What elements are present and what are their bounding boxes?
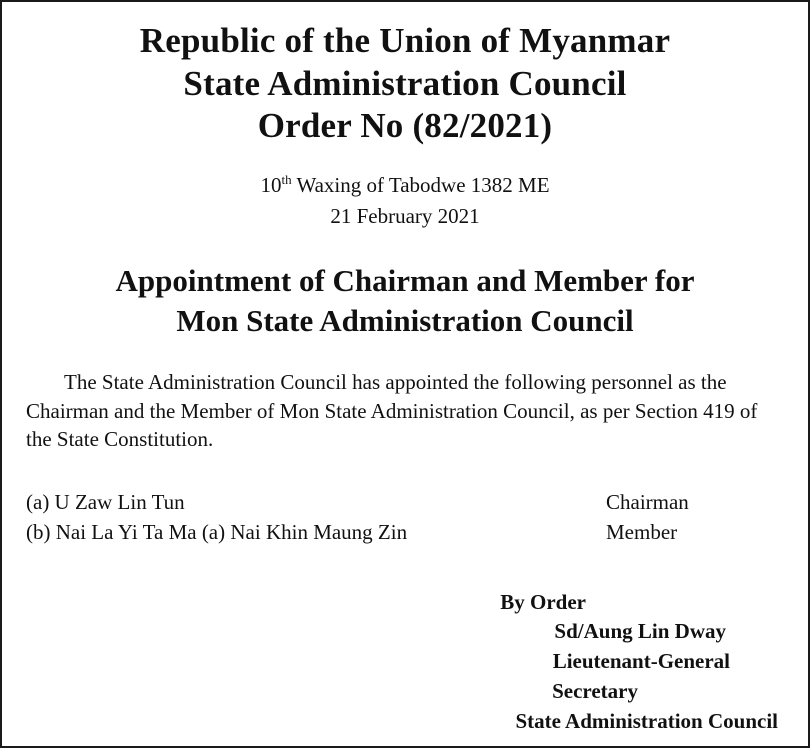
date-myanmar-era-rest: Waxing of Tabodwe 1382 ME [291, 173, 550, 198]
document-subject [26, 261, 784, 340]
list-item [26, 488, 784, 518]
header-line-order-number: Order No (82/2021) [257, 106, 553, 146]
body-paragraph: The State Administration Council has appointed the following personnel as the Chairman and the Member of Mon State Administration Council, as per Section 419 of the State Constitution. [26, 370, 758, 452]
date-myanmar-era-day: 10 [260, 173, 282, 198]
appointee-role: Chairman [606, 489, 689, 514]
document-body [26, 368, 784, 454]
list-item [26, 518, 784, 548]
signature-title: Secretary [552, 678, 638, 703]
appointee-role: Member [606, 519, 678, 544]
date-gregorian: 21 February 2021 [330, 203, 480, 228]
date-myanmar-era-ordinal: th [281, 172, 292, 188]
signature-by-order: By Order [500, 589, 586, 614]
subject-line-2: Mon State Administration Council [176, 302, 634, 338]
appointee-name: (a) U Zaw Lin Tun [26, 489, 185, 514]
header-line-country: Republic of the Union of Myanmar [139, 21, 671, 60]
signature-name: Sd/Aung Lin Dway [554, 619, 726, 644]
document-date [26, 170, 784, 231]
signature-rank: Lieutenant-General [552, 649, 730, 674]
signature-block [26, 588, 784, 737]
header-line-council: State Administration Council [183, 63, 627, 103]
date-myanmar-era [26, 170, 784, 200]
document-header [26, 20, 784, 148]
appointee-name: (b) Nai La Yi Ta Ma (a) Nai Khin Maung Zin [26, 519, 408, 544]
subject-line-1: Appointment of Chairman and Member for [115, 262, 695, 298]
appointments-list [26, 488, 784, 548]
signature-organization: State Administration Council [515, 708, 778, 733]
